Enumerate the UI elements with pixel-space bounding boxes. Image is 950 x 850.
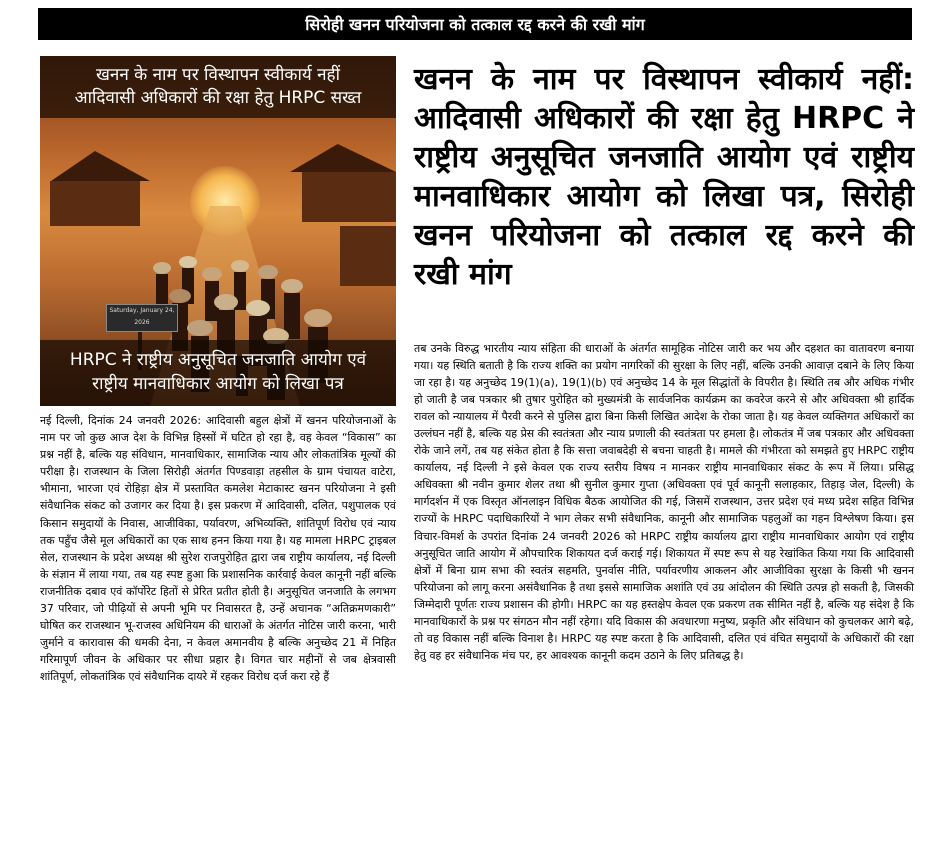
caption-bottom-line1: HRPC ने राष्ट्रीय अनुसूचित जनजाति आयोग एवं bbox=[69, 350, 367, 371]
caption-top-line2: आदिवासी अधिकारों की रक्षा हेतु HRPC सख्त bbox=[74, 88, 362, 108]
article-body-right: तब उनके विरुद्ध भारतीय न्याय संहिता की धाराओं के अंतर्गत सामूहिक नोटिस जारी कर भय और दहशत का वातावरण बनाया गया। यह स्थिति बताती है कि राज्य शक्ति का प्रयोग नागरिकों की सुरक्षा के लिए नहीं, बल्कि उनकी आवाज़ दबाने के लिए किया जा रहा है। यह अनुच्छेद 19(1)(a), 19(1)(b) एवं अनुच्छेद 14 के मूल सिद्धांतों के विपरीत है। स्थिति तब और अधिक गंभीर हो जाती है जब पत्रकार श्री तुषार पुरोहित को मुख्यमंत्री के सार्वजनिक कार्यक्रम का कवरेज करने से और अधिवक्ता श्री हार्दिक रावल को न्यायालय में पैरवी करने से पुलिस द्वारा बिना किसी लिखित आदेश के रोका जाता है। यह केवल व्यक्तिगत अधिकारों का उल्लंघन नहीं है, बल्कि यह प्रेस की स्वतंत्रता और न्याय प्रणाली की स्वतंत्रता पर हमला है। लोकतंत्र में जब पत्रकार और अधिवक्ता रोके जाने लगें, तब यह संकेत होता है कि सत्ता जवाबदेही से बचना चाहती है। मामले की गंभीरता को समझते हुए HRPC राष्ट्रीय कार्यालय, नई दिल्ली ने इसे केवल एक राज्य स्तरीय विषय न मानकर राष्ट्रीय मानवाधिकार संकट के रूप में लिया। प्रसिद्ध अधिवक्ता श्री नवीन कुमार शेलर तथा श्री सुनील कुमार गुप्ता (अधिवक्ता एवं पूर्व कानूनी सलाहकार, तिहाड़ जेल, दिल्ली) के मार्गदर्शन में एक विस्तृत ऑनलाइन विधिक बैठक आयोजित की गई, जिसमें राजस्थान, उत्तर प्रदेश एवं मध्य प्रदेश सहित विभिन्न राज्यों के HRPC पदाधिकारियों ने भाग लेकर सभी संवैधानिक, कानूनी और सामाजिक पहलुओं का गहन विश्लेषण किया। इस विचार-विमर्श के उपरांत दिनांक 24 जनवरी 2026 को HRPC राष्ट्रीय कार्यालय द्वारा राष्ट्रीय मानवाधिकार आयोग एवं राष्ट्रीय अनुसूचित जाति आयोग में औपचारिक शिकायत दर्ज कराई गई। शिकायत में स्पष्ट रूप से यह रेखांकित किया गया कि आदिवासी क्षेत्रों में बिना ग्राम सभा की स्वतंत्र सहमति, पुनर्वास नीति, पर्यावरणीय आकलन और आजीविका सुरक्षा के किसी भी खनन परियोजना को लागू करना असंवैधानिक है तथा इससे सामाजिक अशांति एवं उग्र आंदोलन की स्थिति उत्पन्न हो सकती है, जिसकी जिम्मेदारी पूर्णतः राज्य प्रशासन की होगी। HRPC का यह हस्तक्षेप केवल एक प्रकरण तक सीमित नहीं है, बल्कि यह संदेश है कि मानवाधिकारों के प्रश्न पर संगठन मौन नहीं रहेगा। यदि विकास की अवधारणा मनुष्य, प्रकृति और संविधान को कुचलकर आगे बढ़े, तो वह विकास नहीं बल्कि विनाश है। HRPC यह स्पष्ट करता है कि आदिवासी, दलित एवं वंचित समुदायों के अधिकारों की रक्षा हेतु वह हर संवैधानिक मंच पर, हर आवश्यक कानूनी कदम उठाने के लिए प्रतिबद्ध है। bbox=[414, 342, 914, 662]
article-headline: खनन के नाम पर विस्थापन स्वीकार्य नहीं: आदिवासी अधिकारों की रक्षा हेतु HRPC ने राष्ट्रीय अनुसूचित जनजाति आयोग एवं राष्ट्रीय मानवाधिकार आयोग को लिखा पत्र, सिरोही खनन परियोजना को तत्काल रद्द करने की रखी मांग bbox=[414, 62, 914, 292]
photo-caption-top bbox=[40, 56, 396, 118]
article-body-left: नई दिल्ली, दिनांक 24 जनवरी 2026: आदिवासी बहुल क्षेत्रों में खनन परियोजनाओं के नाम पर जो कुछ आज देश के विभिन्न हिस्सों में घटित हो रहा है, वह केवल “विकास” का प्रश्न नहीं है, बल्कि यह संविधान, मानवाधिकार, सामाजिक न्याय और लोकतांत्रिक मूल्यों की परीक्षा है। राजस्थान के जिला सिरोही अंतर्गत पिण्डवाड़ा तहसील के ग्राम पंचायत वाटेरा, भीमाना, भारजा एवं रोहिड़ा क्षेत्र में प्रस्तावित कमलेश मेटाकास्ट खनन परियोजना ने इसी संवैधानिक संकट को उजागर कर दिया है। इस प्रकरण में आदिवासी, दलित, पशुपालक एवं किसान समुदायों के निवास, आजीविका, पर्यावरण, अभिव्यक्ति, शांतिपूर्ण विरोध एवं न्याय तक पहुँच जैसे मूल अधिकारों का एक साथ हनन किया गया है। यह मामला HRPC ट्राइबल सेल, राजस्थान के प्रदेश अध्यक्ष श्री सुरेश राजपुरोहित द्वारा जब राष्ट्रीय कार्यालय, नई दिल्ली के संज्ञान में लाया गया, तब यह स्पष्ट हुआ कि प्रशासनिक कार्रवाई केवल कानूनी नहीं बल्कि राजनीतिक दबाव एवं कॉर्पोरेट हितों से प्रेरित प्रतीत होती है। अनुसूचित जनजाति के लगभग 37 परिवार, जो पीढ़ियों से अपनी भूमि पर निवासरत है, उन्हें अचानक “अतिक्रमणकारी” घोषित कर राजस्थान भू-राजस्व अधिनियम की धाराओं के अंतर्गत नोटिस जारी करना, भारी जुर्माने व कारावास की धमकी देना, न केवल अमानवीय है बल्कि अनुच्छेद 21 में निहित गरिमापूर्ण जीवन के अधिकार पर सीधा प्रहार है। विगत चार महीनों से जब क्षेत्रवासी शांतिपूर्ण, लोकतांत्रिक एवं संवैधानिक दायरे में रहकर विरोध दर्ज करा रहे हैं bbox=[40, 414, 396, 684]
banner-text: सिरोही खनन परियोजना को तत्काल रद्द करने की रखी मांग bbox=[305, 15, 645, 34]
photo-caption-bottom bbox=[40, 340, 396, 406]
sign-board bbox=[106, 304, 178, 332]
article-photo bbox=[40, 56, 396, 406]
sign-text: Saturday, January 24, 2026 bbox=[109, 307, 175, 326]
caption-top-line1: खनन के नाम पर विस्थापन स्वीकार्य नहीं bbox=[95, 65, 340, 86]
caption-bottom-line2: राष्ट्रीय मानवाधिकार आयोग को लिखा पत्र bbox=[92, 374, 344, 394]
top-banner bbox=[38, 8, 912, 40]
